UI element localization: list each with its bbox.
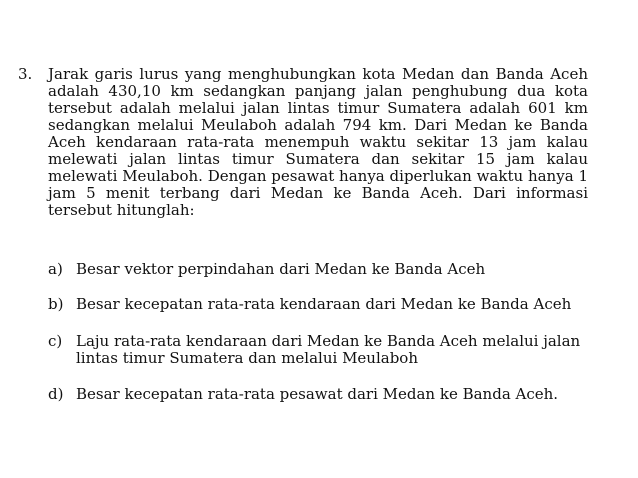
question-label-d: d) bbox=[48, 385, 64, 403]
question-label-a: a) bbox=[48, 260, 63, 278]
question-label-b: b) bbox=[48, 295, 64, 313]
problem-number: 3. bbox=[18, 65, 33, 83]
question-label-c: c) bbox=[48, 332, 63, 350]
question-text-b: Besar kecepatan rata-rata kendaraan dari Medan ke Banda Aceh bbox=[76, 295, 572, 313]
problem-statement: Jarak garis lurus yang menghubungkan kota Medan dan Banda Aceh adalah 430,10 km sedangkan panjang jalan penghubung dua kota tersebut adalah melalui jalan lintas timur Sumatera adalah 601 km sedangkan melalui Meulaboh adalah 794 km. Dari Medan ke Banda Aceh kendaraan rata-rata menempuh waktu sekitar 13 jam kalau melewati jalan lintas timur Sumatera dan sekitar 15 jam kalau melewati Meulaboh. Dengan pesawat hanya diperlukan waktu hanya 1 jam 5 menit terbang dari Medan ke Banda Aceh. Dari informasi tersebut hitunglah: bbox=[48, 65, 588, 219]
question-text-c: Laju rata-rata kendaraan dari Medan ke Banda Aceh melalui jalan lintas timur Sumatera dan melalui Meulaboh bbox=[76, 332, 581, 367]
question-text-d: Besar kecepatan rata-rata pesawat dari Medan ke Banda Aceh. bbox=[76, 385, 559, 403]
question-text-a: Besar vektor perpindahan dari Medan ke Banda Aceh bbox=[76, 260, 486, 278]
